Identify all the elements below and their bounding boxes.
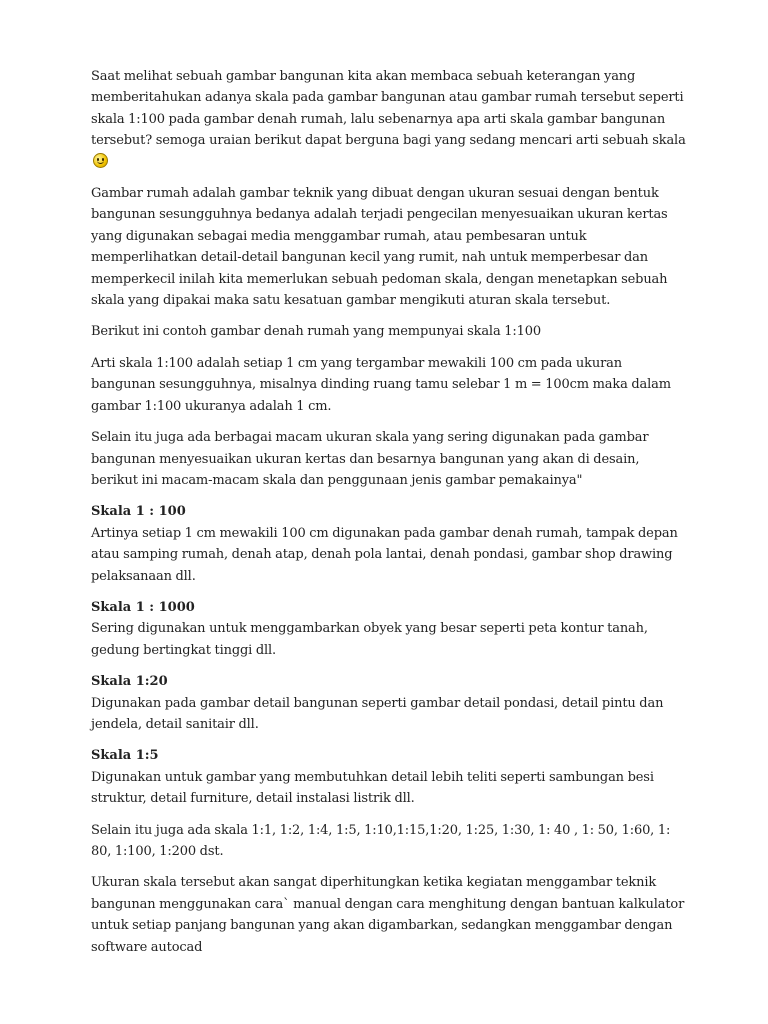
section-body: Artinya setiap 1 cm mewakili 100 cm digunakan pada gambar denah rumah, tampak depan atau samping rumah, denah atap, denah pola lantai, denah pondasi, gambar shop drawing pelaksanaan dll.: [91, 525, 678, 584]
section-title: Skala 1 : 1000: [91, 599, 195, 615]
section-body: Digunakan untuk gambar yang membutuhkan detail lebih teliti seperti sambungan besi struktur, detail furniture, detail instalasi listrik dll.: [91, 769, 654, 807]
section-title: Skala 1 : 100: [91, 504, 186, 520]
example-paragraph: Berikut ini contoh gambar denah rumah yang mempunyai skala 1:100: [91, 324, 541, 340]
scale-types-intro-paragraph: Selain itu juga ada berbagai macam ukuran skala yang sering digunakan pada gambar bangunan menyesuaikan ukuran kertas dan besarnya bangunan yang akan di desain, berikut ini macam-macam skala dan penggunaan jenis gambar pemakainya": [91, 430, 649, 488]
other-scales-paragraph: Selain itu juga ada skala 1:1, 1:2, 1:4, 1:5, 1:10,1:15,1:20, 1:25, 1:30, 1: 40 , 1: 50, 1:60, 1: 80, 1:100, 1:200 dst.: [91, 822, 671, 859]
closing-paragraph: Ukuran skala tersebut akan sangat diperhitungkan ketika kegiatan menggambar teknik bangunan menggunakan cara` manual dengan cara menghitung dengan bantuan kalkulator untuk setiap panjang bangunan yang akan digambarkan, sedangkan menggambar dengan software autocad: [91, 875, 685, 955]
intro-paragraph: [91, 66, 688, 173]
scale-section: [91, 745, 688, 809]
scale-meaning-paragraph: Arti skala 1:100 adalah setiap 1 cm yang tergambar mewakili 100 cm pada ukuran bangunan sesungguhnya, misalnya dinding ruang tamu selebar 1 m = 100cm maka dalam gambar 1:100 ukuranya adalah 1 cm.: [91, 355, 671, 414]
section-body: Sering digunakan untuk menggambarkan obyek yang besar seperti peta kontur tanah, gedung bertingkat tinggi dll.: [91, 621, 648, 658]
intro-text: Saat melihat sebuah gambar bangunan kita akan membaca sebuah keterangan yang memberitahukan adanya skala pada gambar bangunan atau gambar rumah tersebut seperti skala 1:100 pada gambar denah rumah, lalu sebenarnya apa arti skala gambar bangunan tersebut? semoga uraian berikut dapat berguna bagi yang sedang mencari arti sebuah skala: [91, 69, 686, 149]
scale-section: [91, 501, 688, 587]
smiley-icon: [93, 153, 108, 168]
section-title: Skala 1:20: [91, 674, 168, 690]
scale-section: [91, 671, 688, 735]
section-title: Skala 1:5: [91, 748, 159, 764]
section-body: Digunakan pada gambar detail bangunan seperti gambar detail pondasi, detail pintu dan jendela, detail sanitair dll.: [91, 695, 664, 732]
scale-section: [91, 597, 688, 661]
definition-paragraph: Gambar rumah adalah gambar teknik yang dibuat dengan ukuran sesuai dengan bentuk bangunan sesungguhnya bedanya adalah terjadi pengecilan menyesuaikan ukuran kertas yang digunakan sebagai media menggambar rumah, atau pembesaran untuk memperlihatkan detail-detail bangunan kecil yang rumit, nah untuk memperbesar dan memperkecil inilah kita memerlukan sebuah pedoman skala, dengan menetapkan sebuah skala yang dipakai maka satu kesatuan gambar mengikuti aturan skala tersebut.: [91, 186, 668, 309]
